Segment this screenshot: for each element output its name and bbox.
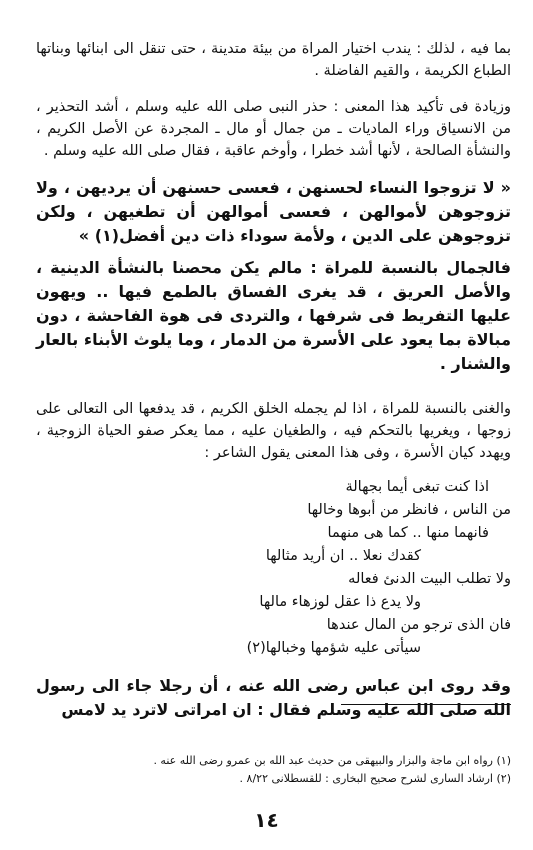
hadith-quote: « لا تزوجوا النساء لحسنهن ، فعسى حسنهن أن يرديهن ، ولا تزوجوهن لأموالهن ، فعسى أموالهن أن تطغيهن ، ولكن تزوجوهن على الدين ، ولأمة سوداء ذات دين أفضل(١) » [36, 178, 511, 245]
paragraph-2: وزيادة فى تأكيد هذا المعنى : حذر النبى صلى الله عليه وسلم ، أشد التحذير ، من الانسياق وراء الماديات ـ من جمال أو مال ـ المجردة عن الأصل الكريم ، والنشأة الصالحة ، لأنها أشد خطرا ، وأوخم عاقبة ، فقال صلى الله عليه وسلم . [36, 99, 511, 159]
poem-verse: اذا كنت تبغى أيما بجهالة [345, 479, 489, 495]
poem-verse: ولا تطلب البيت الدنئ فعاله [348, 571, 511, 587]
poem-verse: من الناس ، فانظر من أبوها وخالها [307, 502, 511, 518]
paragraph-4: والغنى بالنسبة للمراة ، اذا لم يجمله الخلق الكريم ، قد يدفعها الى التعالى على زوجها ، ويغريها بالتحكم فيه ، والطغيان عليه ، مما يعكر صفو الحياة الزوجية ، ويهدد كيان الأسرة ، وفى هذا المعنى يقول الشاعر : [36, 401, 511, 461]
poem-verse: فانهما منها .. كما هى منهما [327, 525, 489, 541]
poem-verse: فان الذى ترجو من المال عندها [326, 617, 511, 633]
footnote-1: (١) رواه ابن ماجة والبزار والبيهقى من حديث عبد الله بن عمرو رضى الله عنه . [153, 754, 511, 767]
page-number: ١٤ [254, 808, 279, 832]
footnote-2: (٢) ارشاد السارى لشرح صحيح البخارى : للقسطلانى ٨/٢٢ . [239, 772, 511, 785]
poem-verse: سيأتى عليه شؤمها وخبالها(٢) [246, 640, 421, 656]
main-text [36, 38, 511, 722]
footnote-divider [341, 704, 511, 705]
poem-verse: ولا يدع ذا عقل لوزهاء مالها [259, 594, 421, 610]
poem-verse: كقدك نعلا .. ان أريد مثالها [265, 548, 421, 564]
paragraph-5: وقد روى ابن عباس رضى الله عنه ، أن رجلا جاء الى رسول الله صلى الله عليه وسلم فقال : ان امراتى لاترد يد لامس [36, 676, 511, 719]
paragraph-3: فالجمال بالنسبة للمراة : مالم يكن محصنا بالنشأة الدينية ، والأصل العريق ، قد يغرى الفساق بالطمع فيها .. ويهون عليها التفريط فى شرفها ، والتردى فى هوة الفاحشة ، دون مبالاة بما يعود على الأسرة من الدمار ، وما يلوث الأبناء بالعار والشنار . [36, 258, 511, 373]
poem [36, 476, 511, 660]
paragraph-1: بما فيه ، لذلك : يندب اختيار المراة من بيئة متدينة ، حتى تنقل الى ابنائها وبناتها الطباع الكريمة ، والقيم الفاضلة . [36, 41, 511, 79]
footnotes [36, 752, 511, 788]
